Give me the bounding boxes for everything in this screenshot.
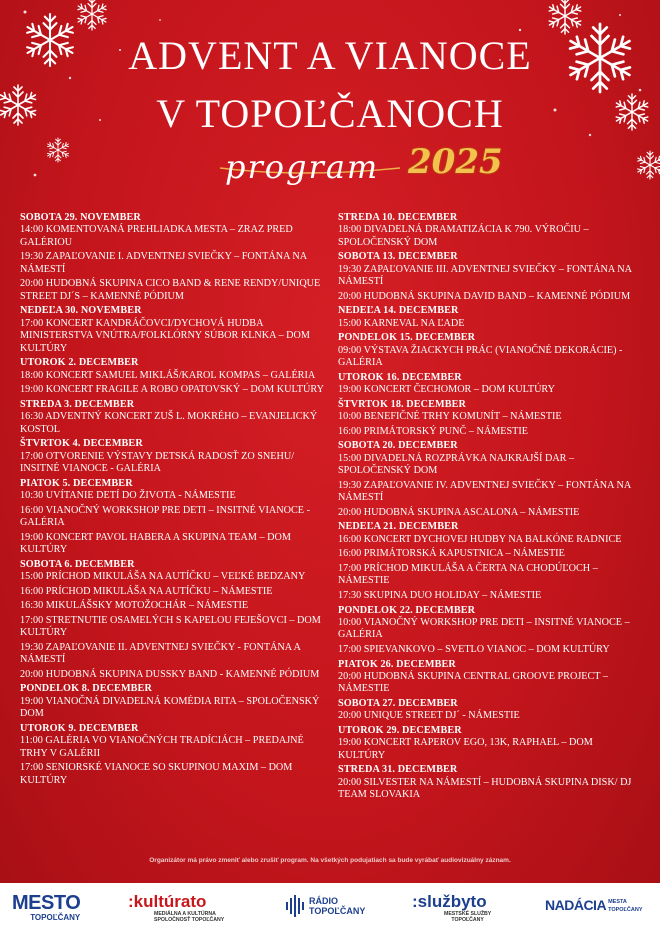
day-heading: PONDELOK 15. DECEMBER [338, 332, 476, 344]
kulturato-logo: :kultúrato MEDIÁLNA A KULTÚRNA SPOLOČNOSŤ TOPOĽČANY [128, 892, 225, 923]
day-heading: SOBOTA 13. DECEMBER [338, 251, 458, 263]
event-item: 18:00 DIVADELNÁ DRAMATIZÁCIA K 790. VÝROČIU – SPOLOČENSKÝ DOM [338, 224, 589, 248]
day-heading: STREDA 3. DECEMBER [20, 398, 135, 410]
snowflake-icon [636, 151, 660, 179]
event-item: 19:00 KONCERT PAVOL HABERA A SKUPINA TEAM – DOM KULTÚRY [20, 531, 291, 556]
day-heading: UTOROK 9. DECEMBER [20, 722, 139, 734]
event-item: 19:30 ZAPAĽOVANIE IV. ADVENTNEJ SVIEČKY – FONTÁNA NA NÁMESTÍ [338, 479, 631, 504]
day-heading: STREDA 10. DECEMBER [338, 212, 458, 223]
radio-wave-icon [285, 895, 305, 917]
event-item: 16:00 VIANOČNÝ WORKSHOP PRE DETI – INSITNÉ VIANOCE - GALÉRIA [20, 504, 310, 529]
mesto-topolcany-logo: MESTO TOPOĽČANY [12, 892, 81, 922]
event-item: 16:00 KONCERT DYCHOVEJ HUDBY NA BALKÓNE RADNICE [338, 533, 622, 545]
organizer-note: Organizátor má právo zmeniť alebo zrušiť program. Na všetkých podujatiach sa bude vyrábať audiovizuálny záznam. [149, 857, 511, 864]
day-heading: NEDEĽA 14. DECEMBER [338, 305, 459, 317]
day-heading: UTOROK 16. DECEMBER [338, 371, 462, 383]
sluzbyto-logo: :službyto MESTSKÉ SLUŽBY TOPOĽČANY [412, 892, 492, 923]
day-heading: UTOROK 29. DECEMBER [338, 725, 462, 736]
event-item: 19:00 VIANOČNÁ DIVADELNÁ KOMÉDIA RITA – SPOLOČENSKÝ DOM [20, 695, 320, 720]
day-heading: SOBOTA 29. NOVEMBER [20, 212, 141, 223]
day-heading: NEDEĽA 30. NOVEMBER [20, 305, 142, 317]
program-script: program [225, 148, 380, 186]
day-heading: STREDA 31. DECEMBER [338, 764, 458, 776]
day-heading: SOBOTA 20. DECEMBER [338, 440, 458, 452]
day-heading: PIATOK 5. DECEMBER [20, 477, 133, 489]
event-item: 16:30 ADVENTNÝ KONCERT ZUŠ L. MOKRÉHO – EVANJELICKÝ KOSTOL [20, 411, 318, 435]
event-item: 15:00 KARNEVAL NA ĽADE [338, 317, 465, 329]
event-item: 14:00 KOMENTOVANÁ PREHLIADKA MESTA – ZRAZ PRED GALÉRIOU [20, 224, 293, 248]
schedule-left-column [20, 212, 325, 789]
event-item: 20:00 HUDOBNÁ SKUPINA ASCALONA – NÁMESTIE [338, 506, 580, 518]
event-item: 19:00 KONCERT RAPEROV EGO, 13K, RAPHAEL – DOM KULTÚRY [338, 737, 593, 761]
event-item: 10:00 BENEFIČNÉ TRHY KOMUNÍT – NÁMESTIE [338, 411, 562, 423]
day-heading: SOBOTA 27. DECEMBER [338, 698, 458, 709]
event-item: 20:00 SILVESTER NA NÁMESTÍ – HUDOBNÁ SKUPINA DISK/ DJ TEAM SLOVAKIA [338, 776, 632, 801]
day-heading: PONDELOK 8. DECEMBER [20, 683, 152, 695]
event-item: 16:00 PRIMÁTORSKÝ PUNČ – NÁMESTIE [338, 425, 529, 437]
day-heading: PONDELOK 22. DECEMBER [338, 604, 476, 616]
day-heading: PIATOK 26. DECEMBER [338, 658, 456, 670]
sponsor-footer [0, 883, 660, 933]
schedule-right-column [338, 212, 640, 804]
event-item: 19:00 KONCERT ČECHOMOR – DOM KULTÚRY [338, 384, 556, 396]
event-item: 10:30 UVÍTANIE DETÍ DO ŽIVOTA - NÁMESTIE [20, 490, 236, 502]
event-item: 15:00 DIVADELNÁ ROZPRÁVKA NAJKRAJŠÍ DAR – SPOLOČENSKÝ DOM [338, 452, 575, 477]
event-item: 17:00 SENIORSKÉ VIANOCE SO SKUPINOU MAXIM – DOM KULTÚRY [20, 762, 293, 786]
event-item: 20:00 HUDOBNÁ SKUPINA CICO BAND & RENE RENDY/UNIQUE STREET DJ´S – KAMENNÉ PÓDIUM [20, 278, 321, 302]
event-item: 17:00 OTVORENIE VÝSTAVY DETSKÁ RADOSŤ ZO SNEHU/ INSITNÉ VIANOCE - GALÉRIA [20, 450, 295, 475]
nadacia-logo: NADÁCIA MESTA TOPOĽČANY [545, 897, 643, 913]
event-item: 11:00 GALÉRIA VO VIANOČNÝCH TRADÍCIÁCH – PREDAJNÉ TRHY V GALÉRII [20, 735, 304, 759]
event-item: 19:00 KONCERT FRAGILE A ROBO OPATOVSKÝ – DOM KULTÚRY [20, 384, 324, 396]
year-label: 2025 [408, 142, 503, 182]
day-heading: SOBOTA 6. DECEMBER [20, 558, 135, 570]
title-line-1: ADVENT A VIANOCE [128, 33, 532, 78]
day-heading: ŠTVRTOK 4. DECEMBER [20, 438, 143, 450]
event-item: 17:00 SPIEVANKOVO – SVETLO VIANOC – DOM KULTÚRY [338, 644, 610, 655]
event-item: 20:00 UNIQUE STREET DJ´ - NÁMESTIE [338, 710, 520, 722]
event-item: 20:00 HUDOBNÁ SKUPINA DAVID BAND – KAMENNÉ PÓDIUM [338, 290, 631, 302]
day-heading: ŠTVRTOK 18. DECEMBER [338, 398, 466, 410]
day-heading: NEDEĽA 21. DECEMBER [338, 521, 459, 533]
event-item: 20:00 HUDOBNÁ SKUPINA DUSSKY BAND - KAMENNÉ PÓDIUM [20, 668, 320, 680]
event-item: 18:00 KONCERT SAMUEL MIKLÁŠ/KAROL KOMPAS – GALÉRIA [20, 369, 316, 381]
event-item: 19:30 ZAPAĽOVANIE II. ADVENTNEJ SVIEČKY - FONTÁNA A NÁMESTÍ [20, 641, 301, 666]
radio-topolcany-logo: RÁDIO TOPOĽČANY [285, 895, 365, 917]
event-item: 19:30 ZAPAĽOVANIE I. ADVENTNEJ SVIEČKY – FONTÁNA NA NÁMESTÍ [20, 251, 307, 275]
event-item: 15:00 PRÍCHOD MIKULÁŠA NA AUTÍČKU – VEĽKÉ BEDZANY [20, 571, 306, 583]
event-item: 19:30 ZAPAĽOVANIE III. ADVENTNEJ SVIEČKY – FONTÁNA NA NÁMESTÍ [338, 263, 632, 288]
event-item: 17:00 PRÍCHOD MIKULÁŠA A ČERTA NA CHODÚĽOCH – NÁMESTIE [338, 563, 598, 587]
event-item: 20:00 HUDOBNÁ SKUPINA CENTRAL GROOVE PROJECT – NÁMESTIE [338, 671, 608, 695]
event-item: 16:00 PRÍCHOD MIKULÁŠA NA AUTÍČKU – NÁMESTIE [20, 585, 273, 597]
event-item: 17:30 SKUPINA DUO HOLIDAY – NÁMESTIE [338, 590, 542, 601]
day-heading: UTOROK 2. DECEMBER [20, 357, 139, 369]
snowflake-icon [76, 0, 108, 30]
title-line-2: V TOPOĽČANOCH [156, 91, 504, 136]
event-item: 16:00 PRIMÁTORSKÁ KAPUSTNICA – NÁMESTIE [338, 548, 565, 560]
event-item: 17:00 KONCERT KANDRÁČOVCI/DYCHOVÁ HUDBA MINISTERSTVA VNÚTRA/FOLKLÓRNY SÚBOR KLNKA – DOM KULTÚRY [20, 317, 310, 354]
event-item: 17:00 STRETNUTIE OSAMELÝCH S KAPELOU FEJEŠOVCI – DOM KULTÚRY [20, 614, 321, 639]
event-item: 16:30 MIKULÁŠSKY MOTOŽOCHÁR – NÁMESTIE [20, 600, 249, 612]
snowflake-icon [547, 0, 583, 34]
event-item: 09:00 VÝSTAVA ŽIACKYCH PRÁC (VIANOČNÉ DEKORÁCIE) - GALÉRIA [338, 344, 623, 369]
event-item: 10:00 VIANOČNÝ WORKSHOP PRE DETI – INSITNÉ VIANOCE – GALÉRIA [338, 617, 630, 641]
snowflake-icon [46, 138, 70, 162]
